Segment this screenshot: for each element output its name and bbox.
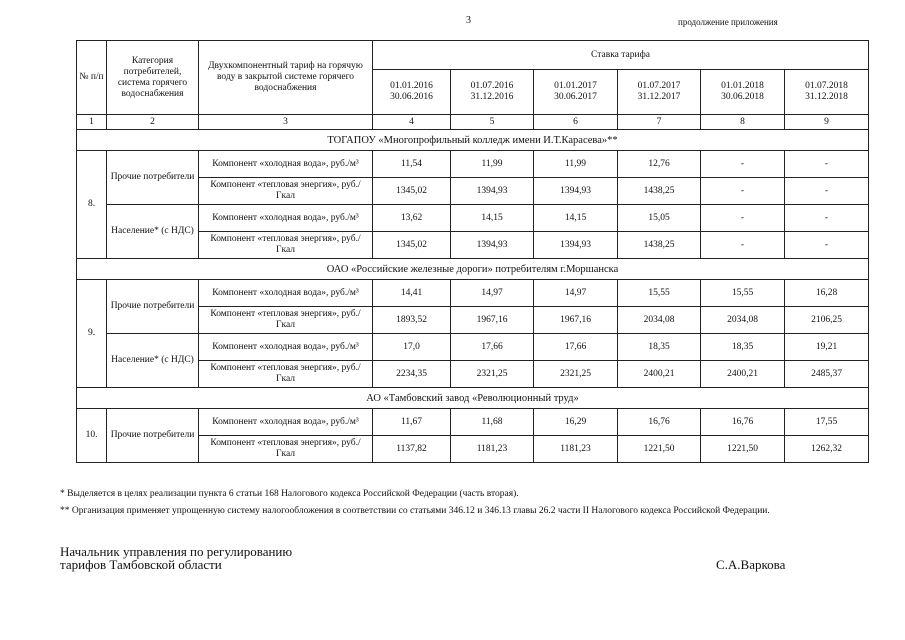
rate-value: 17,66	[451, 334, 534, 361]
tariff-table	[76, 40, 869, 463]
rate-value: 1221,50	[618, 436, 701, 463]
rate-value: 2321,25	[534, 361, 618, 388]
rate-value: 16,76	[618, 409, 701, 436]
rate-value: 1394,93	[451, 178, 534, 205]
rate-value: 11,99	[534, 151, 618, 178]
rate-value: 2400,21	[618, 361, 701, 388]
header-category: Категория потребителей, система горячего водоснабжения	[107, 41, 199, 115]
organization-name: АО «Тамбовский завод «Революционный труд»	[77, 388, 869, 409]
rate-value: 1893,52	[373, 307, 451, 334]
organization-row	[77, 388, 869, 409]
rate-value: -	[785, 178, 869, 205]
signature-title-line2: тарифов Тамбовской области	[60, 557, 222, 572]
rate-value: 18,35	[618, 334, 701, 361]
tariff-component: Компонент «холодная вода», руб./м³	[199, 334, 373, 361]
rate-value: -	[701, 178, 785, 205]
signature-title-line1: Начальник управления по регулированию	[60, 544, 293, 559]
rate-value: 1221,50	[701, 436, 785, 463]
header-period: 01.01.2018 30.06.2018	[701, 70, 785, 115]
column-index: 9	[785, 115, 869, 130]
rate-value: 1345,02	[373, 178, 451, 205]
rate-value: 1967,16	[534, 307, 618, 334]
rate-value: 2106,25	[785, 307, 869, 334]
page-number: 3	[466, 15, 471, 26]
consumer-category: Прочие потребители	[107, 151, 199, 205]
header-period: 01.07.2018 31.12.2018	[785, 70, 869, 115]
rate-value: 11,54	[373, 151, 451, 178]
tariff-component: Компонент «тепловая энергия», руб./Гкал	[199, 307, 373, 334]
consumer-category: Население* (с НДС)	[107, 205, 199, 259]
table-row	[77, 151, 869, 178]
rate-value: 1181,23	[534, 436, 618, 463]
row-number: 8.	[77, 151, 107, 259]
tariff-component: Компонент «холодная вода», руб./м³	[199, 205, 373, 232]
row-number: 9.	[77, 280, 107, 388]
rate-value: 17,55	[785, 409, 869, 436]
header-num: № п/п	[77, 41, 107, 115]
column-index: 3	[199, 115, 373, 130]
rate-value: 2485,37	[785, 361, 869, 388]
rate-value: 16,76	[701, 409, 785, 436]
column-index: 5	[451, 115, 534, 130]
rate-value: 15,55	[618, 280, 701, 307]
consumer-category: Прочие потребители	[107, 280, 199, 334]
organization-row	[77, 259, 869, 280]
column-index: 7	[618, 115, 701, 130]
column-index: 4	[373, 115, 451, 130]
tariff-component: Компонент «холодная вода», руб./м³	[199, 409, 373, 436]
rate-value: 19,21	[785, 334, 869, 361]
table-row	[77, 409, 869, 436]
rate-value: 2321,25	[451, 361, 534, 388]
column-index: 8	[701, 115, 785, 130]
organization-row	[77, 130, 869, 151]
rate-value: 11,68	[451, 409, 534, 436]
tariff-component: Компонент «холодная вода», руб./м³	[199, 151, 373, 178]
rate-value: 14,97	[451, 280, 534, 307]
tariff-component: Компонент «тепловая энергия», руб./Гкал	[199, 232, 373, 259]
rate-value: 1394,93	[534, 178, 618, 205]
continuation-label: продолжение приложения	[678, 17, 778, 27]
rate-value: 16,29	[534, 409, 618, 436]
rate-value: 1181,23	[451, 436, 534, 463]
column-index: 1	[77, 115, 107, 130]
rate-value: 17,66	[534, 334, 618, 361]
signature-name: С.А.Варкова	[716, 557, 786, 572]
rate-value: -	[785, 151, 869, 178]
rate-value: -	[785, 232, 869, 259]
header-period: 01.01.2016 30.06.2016	[373, 70, 451, 115]
column-index-row	[77, 115, 869, 130]
rate-value: 16,28	[785, 280, 869, 307]
tariff-component: Компонент «тепловая энергия», руб./Гкал	[199, 178, 373, 205]
rate-value: 1967,16	[451, 307, 534, 334]
table-row	[77, 334, 869, 361]
rate-value: 11,99	[451, 151, 534, 178]
rate-value: 1262,32	[785, 436, 869, 463]
rate-value: 1394,93	[451, 232, 534, 259]
footnote-2: ** Организация применяет упрощенную систему налогообложения в соответствии со статьями 346.12 и 346.13 главы 26.2 части II Налогового кодекса Российской Федерации.	[60, 506, 770, 516]
rate-value: 17,0	[373, 334, 451, 361]
rate-value: 1438,25	[618, 232, 701, 259]
rate-value: 14,15	[534, 205, 618, 232]
organization-name: ТОГАПОУ «Многопрофильный колледж имени И.Т.Карасева»**	[77, 130, 869, 151]
rate-value: 14,41	[373, 280, 451, 307]
rate-value: -	[701, 232, 785, 259]
header-tariff: Двухкомпонентный тариф на горячую воду в закрытой системе горячего водоснабжения	[199, 41, 373, 115]
footnote-1: * Выделяется в целях реализации пункта 6 статьи 168 Налогового кодекса Российской Федерации (часть вторая).	[60, 489, 519, 499]
column-index: 6	[534, 115, 618, 130]
header-period: 01.07.2016 31.12.2016	[451, 70, 534, 115]
tariff-component: Компонент «холодная вода», руб./м³	[199, 280, 373, 307]
rate-value: -	[701, 205, 785, 232]
rate-value: 13,62	[373, 205, 451, 232]
rate-value: 14,97	[534, 280, 618, 307]
header-period: 01.01.2017 30.06.2017	[534, 70, 618, 115]
table-body	[77, 41, 869, 463]
rate-value: 12,76	[618, 151, 701, 178]
rate-value: -	[785, 205, 869, 232]
table-row	[77, 205, 869, 232]
rate-value: 1137,82	[373, 436, 451, 463]
column-index: 2	[107, 115, 199, 130]
header-row	[77, 41, 869, 70]
rate-value: 2234,35	[373, 361, 451, 388]
header-rate: Ставка тарифа	[373, 41, 869, 70]
rate-value: 2400,21	[701, 361, 785, 388]
rate-value: 15,05	[618, 205, 701, 232]
consumer-category: Население* (с НДС)	[107, 334, 199, 388]
rate-value: -	[701, 151, 785, 178]
rate-value: 18,35	[701, 334, 785, 361]
table-row	[77, 280, 869, 307]
rate-value: 1345,02	[373, 232, 451, 259]
rate-value: 15,55	[701, 280, 785, 307]
consumer-category: Прочие потребители	[107, 409, 199, 463]
header-period: 01.07.2017 31.12.2017	[618, 70, 701, 115]
tariff-component: Компонент «тепловая энергия», руб./Гкал	[199, 361, 373, 388]
row-number: 10.	[77, 409, 107, 463]
rate-value: 2034,08	[701, 307, 785, 334]
rate-value: 14,15	[451, 205, 534, 232]
rate-value: 2034,08	[618, 307, 701, 334]
organization-name: ОАО «Российские железные дороги» потребителям г.Моршанска	[77, 259, 869, 280]
tariff-component: Компонент «тепловая энергия», руб./Гкал	[199, 436, 373, 463]
rate-value: 1438,25	[618, 178, 701, 205]
rate-value: 11,67	[373, 409, 451, 436]
rate-value: 1394,93	[534, 232, 618, 259]
